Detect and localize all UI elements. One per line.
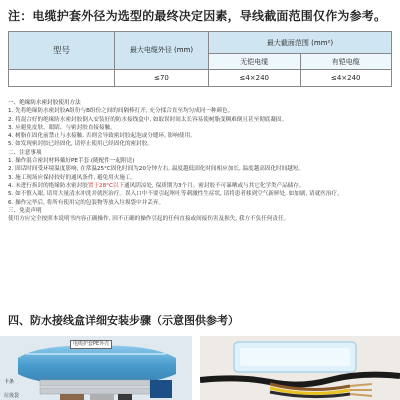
highlighted-temperature: 置于28°C以下 (87, 182, 125, 189)
header-max-diameter: 最大电缆外径 (mm) (115, 32, 209, 70)
instruction-line: 二、注意事项 (8, 149, 42, 156)
instruction-line: 三、免责声明 (8, 207, 42, 214)
cell-armored: ≤4×240 (300, 69, 392, 86)
instruction-line: 3. 应避免皮肤、眼睛、与密封胶直接接触。 (8, 124, 116, 131)
cell-diameter: ≤70 (115, 69, 209, 86)
header-max-section: 最大截面范围 (mm²) (209, 32, 392, 54)
instruction-line: 3. 施工现场应保持较好的通风条件, 避免用火施工。 (8, 174, 137, 181)
shell-label: 电缆护套PE外壳 (70, 340, 112, 349)
cable-connection-photo (200, 336, 400, 400)
spec-table (8, 31, 392, 87)
subheader-unarmored: 无铠电缆 (209, 54, 301, 69)
subheader-armored: 有铠电缆 (300, 54, 392, 69)
instruction-text: 4. 未进行拆封的绝缘防水密封胶 (8, 182, 88, 189)
instruction-line: 5. 如发现密封胶已经固化, 请停止使用已经固化的密封胶。 (8, 141, 153, 148)
instruction-text: 通风阴凉处, 保质期为3个月。密封胶不可暴晒或与其它化学类产品储存。 (124, 182, 305, 189)
instruction-line: 2. 将混合好的绝缘防水密封胶倒入安装好的防水接线盒中, 如取误时间太长容易使树脂变稠难倒且甚至彻底凝固。 (8, 116, 288, 123)
instruction-line: 使用方应完全按照本说明书内容正确操作, 因不正确的操作引起的任何直接或间接伤害及损失, 我方不负任何责任。 (8, 216, 290, 223)
instruction-line: 1. 先将绝缘防水密封胶A组份与B组份之间的间隔棒打开, 充分揉合直至均匀成同一种颜色。 (8, 108, 234, 115)
instruction-line: 5. 如不慎入眼, 请用大量清水冲洗并就医治疗。误入口中不要引起呕吐等刺激性生症状, 请将患者移到空气新鲜处, 如加剧, 请就医治疗。 (8, 191, 343, 198)
table-row (9, 69, 392, 86)
section-heading: 四、防水接线盒详细安装步骤（示意图供参考） (8, 314, 239, 327)
cell-model (9, 69, 115, 86)
instruction-line: 一、绝缘防水密封胶使用方法 (8, 100, 81, 106)
instructions (8, 99, 392, 305)
cable-illustration (200, 336, 400, 400)
header-model: 型号 (9, 32, 115, 70)
instruction-line: 4. 树脂在固化前禁止与水接触, 否则会导致密封胶起泡或分缝环, 影响使用。 (8, 133, 196, 140)
junction-box-kit-photo (0, 336, 192, 400)
card-label: 卡条 (4, 379, 15, 385)
instruction-line: 2. 固话时间受环境温度影响, 在常温25°C固化时间为20分钟左右, 温度越低固化时间相应加长, 温度越高固化时间越短。 (8, 166, 305, 173)
note-title: 注：电缆护套外径为选型的最终决定因素，导线截面范围仅作为参考。 (8, 9, 387, 23)
instruction-line: 1. 操作混合密封材料戴好PE手套 (随配件一起附送) (8, 158, 135, 165)
cell-unarmored: ≤4×240 (209, 69, 301, 86)
garbage-bag-label: 垃圾袋 (4, 393, 20, 399)
instruction-line: 6. 操作完毕后, 将所有使用完的包装物等放入垃圾袋中并丢弃。 (8, 199, 165, 206)
instruction-line (8, 182, 392, 190)
